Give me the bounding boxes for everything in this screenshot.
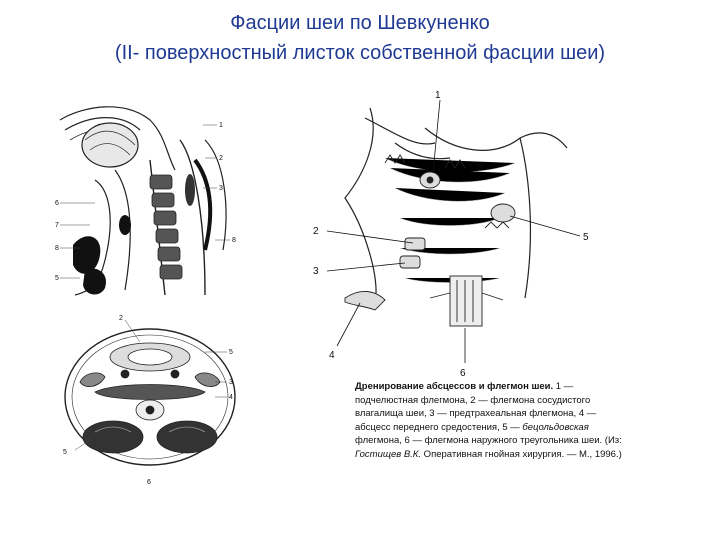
caption-heading: Дренирование абсцессов и флегмон шеи. <box>355 381 554 392</box>
figure-label: 1 <box>435 90 441 101</box>
slide-title: Фасции шеи по Шевкуненко <box>230 12 490 34</box>
caption-text: флегмона, 6 — флегмона наружного треугольника шеи. (Из: <box>355 435 622 446</box>
figure-label: 5 <box>63 449 67 456</box>
figure-label: 5 <box>583 232 589 243</box>
slide-subtitle: (II- поверхностный листок собственной фасции шеи) <box>114 42 606 64</box>
figure-label: 5 <box>55 275 59 282</box>
figure-label: 6 <box>55 200 59 207</box>
figure-label: 6 <box>460 368 466 379</box>
figure-label: 3 <box>313 266 319 277</box>
figure-label: 2 <box>313 226 319 237</box>
figure-label: 3 <box>219 185 223 192</box>
figure-label: 8 <box>55 245 59 252</box>
figure-label: 8 <box>232 237 236 244</box>
figure-label: 4 <box>229 394 233 401</box>
figure-label: 2 <box>119 315 123 322</box>
figure-label: 6 <box>147 479 151 486</box>
figure-caption <box>355 380 625 461</box>
sagittal-neck-illustration <box>55 100 245 300</box>
caption-source-author: Гостищев В.К. <box>355 448 422 460</box>
figure-label: 3 <box>229 379 233 386</box>
figure-label: 4 <box>329 350 335 361</box>
figure-label: 7 <box>55 222 59 229</box>
figure-label: 5 <box>229 349 233 356</box>
caption-text: Оперативная гнойная хирургия. — М., 1996.) <box>421 448 622 460</box>
figure-label: 1 <box>219 122 223 129</box>
figure-label: 2 <box>219 155 223 162</box>
neck-drainage-illustration <box>305 88 605 380</box>
caption-text: 1 — подчелюстная флегмона, 2 — флегмона сосудистого влагалища шеи, 3 — предтрахеальная флегмона, 4 — абсцесс переднего средостения, 5 — <box>355 381 597 433</box>
caption-italic: бецольдовская <box>522 421 589 433</box>
transverse-neck-illustration <box>55 312 245 492</box>
